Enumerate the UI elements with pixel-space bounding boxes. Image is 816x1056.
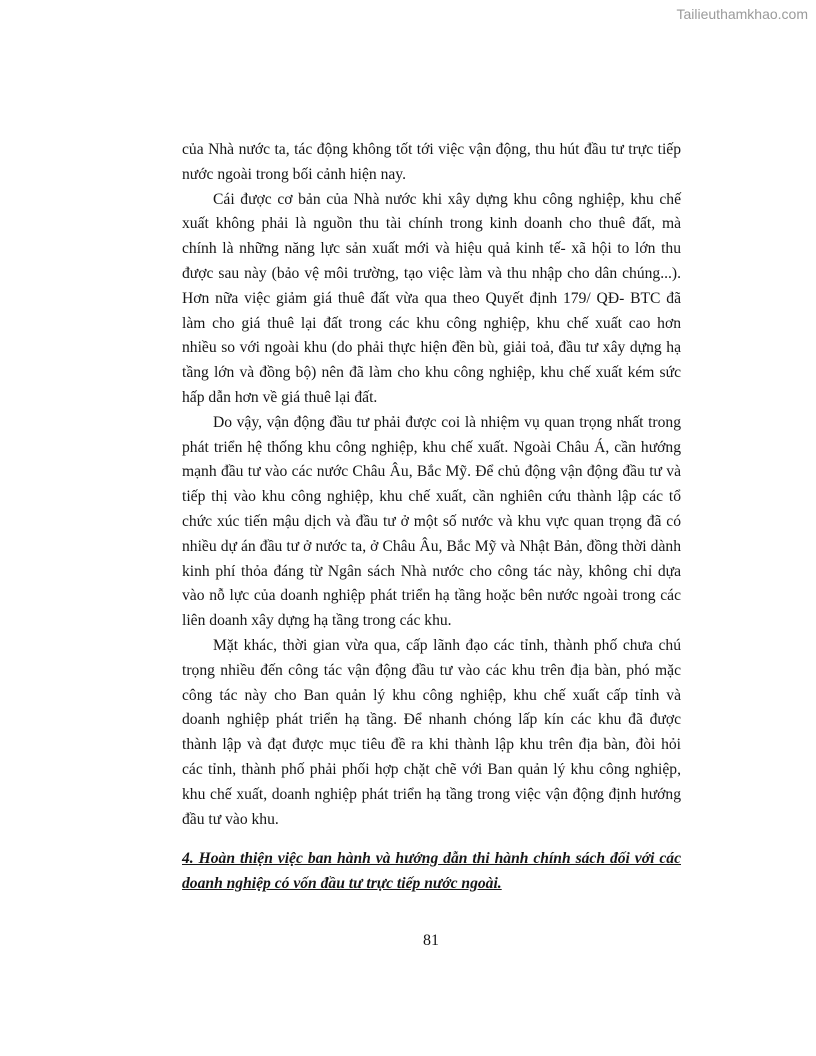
text-line: nhiều so với ngoài khu (do phải thực hiện đền bù, giải toả, đầu tư xây dựng hạ — [182, 339, 681, 357]
text-line: chức xúc tiến mậu dịch và đầu tư ở một số nước và khu vực quan trọng đã có — [182, 512, 681, 530]
text-line: kinh phí thỏa đáng từ Ngân sách Nhà nước cho công tác này, không chỉ dựa — [182, 562, 681, 580]
text-line: phát triển hệ thống khu công nghiệp, khu chế xuất. Ngoài Châu Á, cần hướng — [182, 438, 681, 456]
text-line: mạnh đầu tư vào các nước Châu Âu, Bắc Mỹ. Để chủ động vận động đầu tư và — [182, 463, 681, 481]
text-line: Do vậy, vận động đầu tư phải được coi là nhiệm vụ quan trọng nhất trong — [213, 413, 681, 431]
text-line: nước ngoài trong bối cảnh hiện nay. — [182, 165, 406, 183]
text-line: chính là những năng lực sản xuất mới và hiệu quả kinh tế- xã hội to lớn thu — [182, 240, 681, 258]
paragraph-1 — [182, 138, 681, 188]
text-line: nhiều dự án đầu tư ở nước ta, ở Châu Âu, Bắc Mỹ và Nhật Bản, đồng thời dành — [182, 537, 681, 555]
text-line: đầu tư vào khu. — [182, 810, 279, 828]
heading-line: 4. Hoàn thiện việc ban hành và hướng dẫn thi hành chính sách đối với các — [182, 850, 681, 867]
text-line: liên doanh xây dựng hạ tầng trong các khu. — [182, 612, 452, 630]
text-line: của Nhà nước ta, tác động không tốt tới việc vận động, thu hút đầu tư trực tiếp — [182, 141, 681, 158]
text-line: các tỉnh, thành phố phải phối hợp chặt chẽ với Ban quản lý khu công nghiệp, — [182, 760, 681, 778]
body-text — [182, 138, 681, 832]
heading-line: doanh nghiệp có vốn đầu tư trực tiếp nước ngoài. — [182, 875, 502, 892]
text-line: trọng nhiều đến công tác vận động đầu tư vào các khu trên địa bàn, phó mặc — [182, 661, 681, 679]
paragraph-4 — [182, 634, 681, 832]
text-line: vào nỗ lực của doanh nghiệp phát triển hạ tầng hoặc bên nước ngoài trong các — [182, 587, 681, 605]
text-line: hấp dẫn hơn về giá thuê lại đất. — [182, 388, 378, 406]
text-line: doanh nghiệp phát triển hạ tầng. Để nhanh chóng lấp kín các khu đã được — [182, 711, 681, 729]
text-line: tầng lớn và đồng bộ) nên đã làm cho khu công nghiệp, khu chế xuất kém sức — [182, 364, 681, 382]
watermark: Tailieuthamkhao.com — [676, 6, 808, 22]
text-line: tiếp thị vào khu công nghiệp, khu chế xuất, cần nghiên cứu thành lập các tổ — [182, 488, 681, 506]
text-line: Mặt khác, thời gian vừa qua, cấp lãnh đạo các tỉnh, thành phố chưa chú — [213, 636, 681, 654]
text-line: công tác này cho Ban quản lý khu công nghiệp, khu chế xuất cấp tỉnh và — [182, 686, 681, 704]
text-line: thành lập và đạt được mục tiêu đề ra khi thành lập khu trên địa bàn, đòi hỏi — [182, 736, 681, 754]
section-heading — [182, 846, 681, 896]
paragraph-2 — [182, 188, 681, 411]
text-line: được sau này (bảo vệ môi trường, tạo việc làm và thu nhập cho dân chúng...). — [182, 264, 681, 282]
text-line: xuất không phải là nguồn thu tài chính trong kinh doanh cho thuê đất, mà — [182, 215, 681, 233]
paragraph-3 — [182, 411, 681, 634]
text-line: làm cho giá thuê lại đất trong các khu công nghiệp, khu chế xuất cao hơn — [182, 314, 681, 332]
text-line: Cái được cơ bản của Nhà nước khi xây dựng khu công nghiệp, khu chế — [213, 190, 681, 208]
page-number: 81 — [423, 932, 439, 949]
text-line: khu chế xuất, doanh nghiệp phát triển hạ tầng trong việc vận động định hướng — [182, 785, 681, 803]
text-line: Hơn nữa việc giảm giá thuê đất vừa qua theo Quyết định 179/ QĐ- BTC đã — [182, 289, 681, 307]
